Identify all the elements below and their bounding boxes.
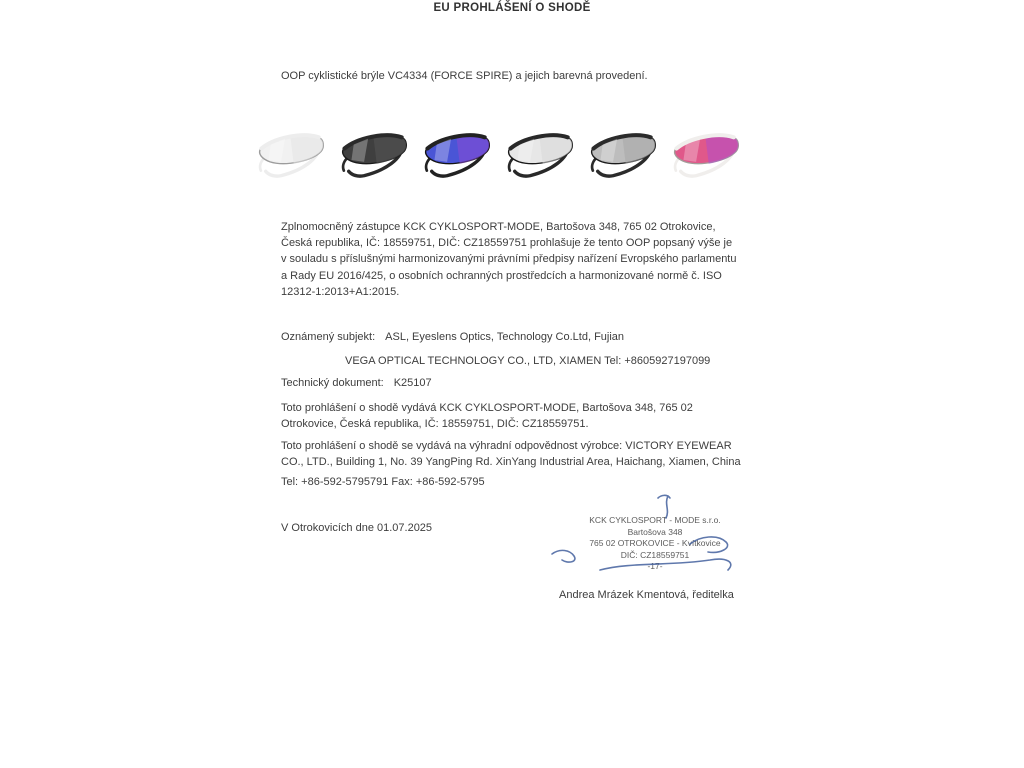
company-stamp <box>545 515 765 573</box>
issuer-paragraph: Toto prohlášení o shodě vydává KCK CYKLOSPORT-MODE, Bartošova 348, 765 02 Otrokovice, Česká republika, IČ: 18559751, DIČ: CZ18559751. <box>281 402 693 431</box>
document-title: EU PROHLÁŠENÍ O SHODĚ <box>433 2 591 14</box>
glasses-row <box>252 120 752 200</box>
sunglasses-black-frame-black-lens <box>331 115 422 200</box>
stamp-line-4: DIČ: CZ18559751 <box>620 549 690 560</box>
sunglasses-black-frame-silver-mirror-lens <box>580 115 671 200</box>
signatory-name: Andrea Mrázek Kmentová, ředitelka <box>559 589 734 601</box>
sunglasses-black-frame-blue-violet-lens <box>414 115 505 200</box>
notified-subject-label: Oznámený subjekt: <box>281 331 376 343</box>
sunglasses-white-frame-clear-lens <box>248 115 339 200</box>
manufacturer-paragraph: Toto prohlášení o shodě se vydává na výhradní odpovědnost výrobce: VICTORY EYEWEAR CO., LTD., Building 1, No. 39 YangPing Rd. XinYang Industrial Area, Haichang, Xiamen, China <box>281 440 741 469</box>
stamp-line-2: Bartošova 348 <box>627 526 683 537</box>
declaration-paragraph: Zplnomocněný zástupce KCK CYKLOSPORT-MODE, Bartošova 348, 765 02 Otrokovice, Česká republika, IČ: 18559751, DIČ: CZ18559751 prohlašuje že tento OOP popsaný výše je v souladu s příslušnými harmonizovanými právními předpisy nařízení Evropského parlamentu a Rady EU 2016/425, o osobních ochranných prostředcích a harmonizované normě č. ISO 12312-1:2013+A1:2015. <box>281 221 737 298</box>
product-description: OOP cyklistické brýle VC4334 (FORCE SPIRE) a jejich barevná provedení. <box>281 70 648 82</box>
notified-subject-value: ASL, Eyeslens Optics, Technology Co.Ltd, Fujian <box>385 331 625 343</box>
sunglasses-black-frame-clear-lens <box>497 115 588 200</box>
place-date-line: V Otrokovicích dne 01.07.2025 <box>281 522 433 534</box>
phone-line: Tel: +86-592-5795791 Fax: +86-592-5795 <box>281 476 485 488</box>
technical-document-label: Technický dokument: <box>281 377 384 389</box>
sunglasses-white-frame-pink-mirror-lens <box>663 115 754 200</box>
notified-subject-line2: VEGA OPTICAL TECHNOLOGY CO., LTD, XIAMEN Tel: +8605927197099 <box>345 355 711 367</box>
stamp-line-5: -17- <box>647 561 663 571</box>
notified-subject-line <box>281 331 624 343</box>
technical-document-value: K25107 <box>393 377 432 389</box>
stamp-line-3: 765 02 OTROKOVICE - Kvítkovice <box>589 538 721 548</box>
technical-document-line <box>281 377 432 389</box>
stamp-line-1: KCK CYKLOSPORT - MODE s.r.o. <box>589 515 721 525</box>
